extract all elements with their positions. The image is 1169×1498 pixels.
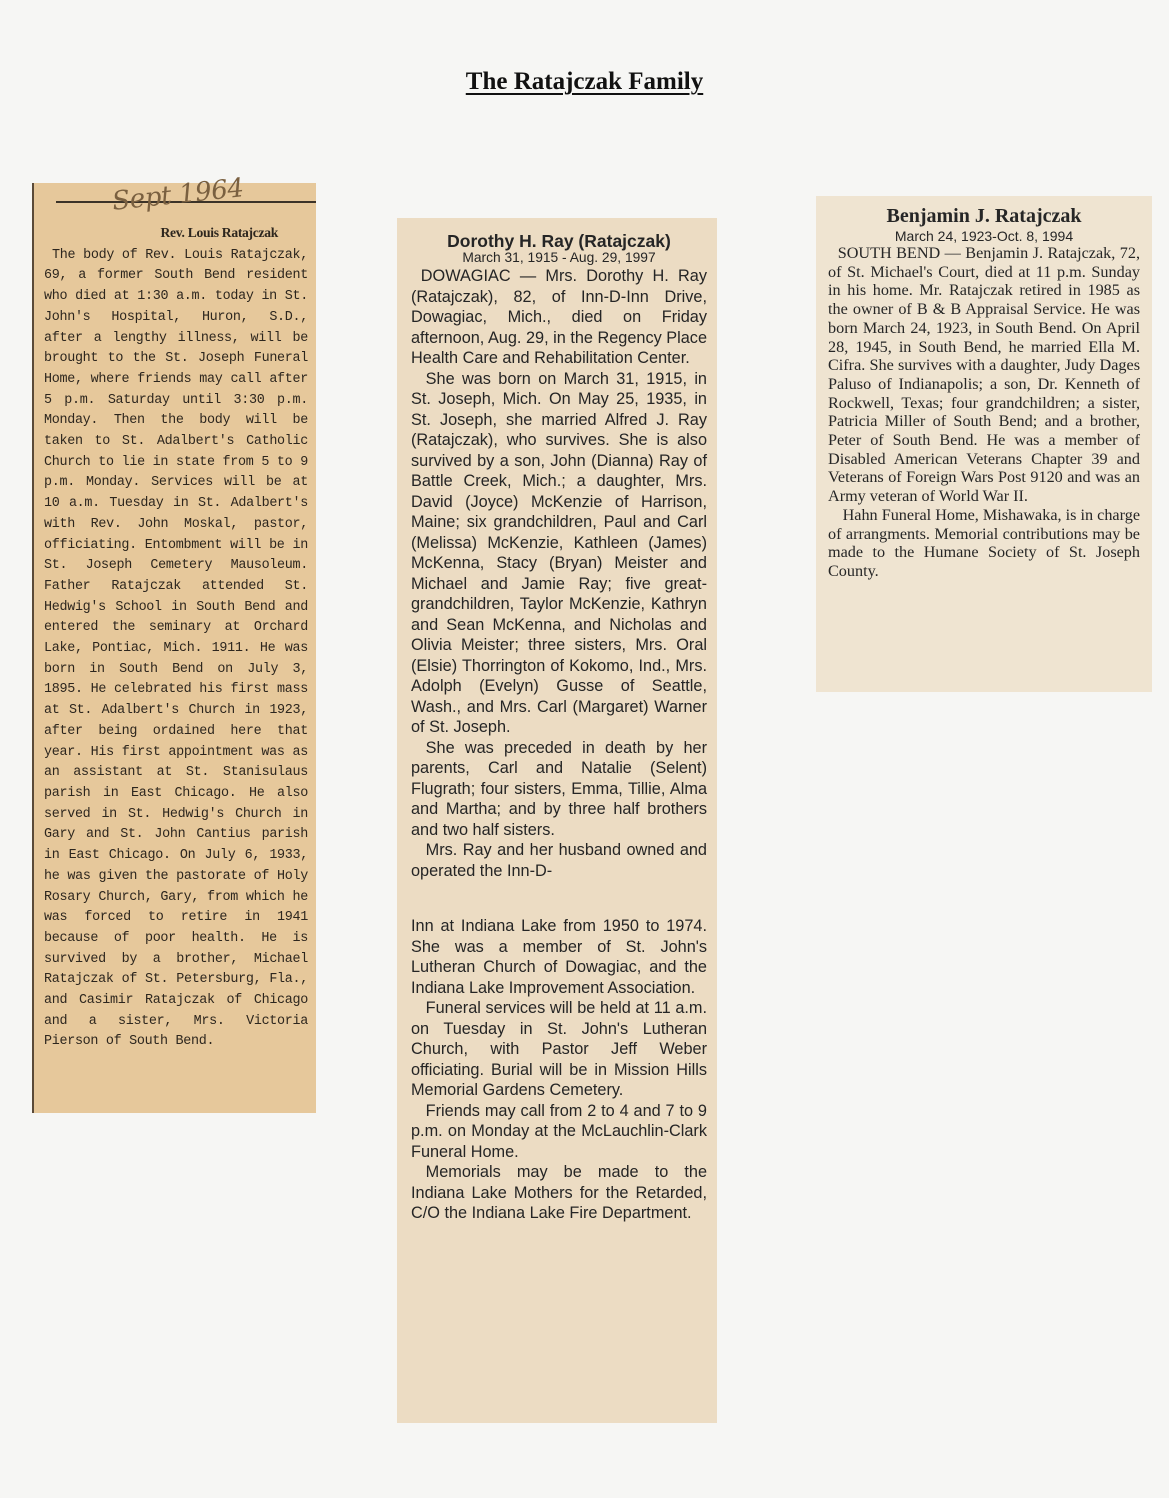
obituary-clipping-dorothy	[397, 218, 717, 1423]
clipping-fold-gap	[411, 881, 707, 916]
obituary-clipping-benjamin	[816, 196, 1152, 692]
page-title: The Ratajczak Family	[465, 68, 704, 95]
obituary-paragraph: Funeral services will be held at 11 a.m. on Tuesday in St. John's Lutheran Church, with Pastor Jeff Weber officiating. Burial will be in Mission Hills Memorial Gardens Cemetery.	[411, 999, 707, 1099]
obituary-paragraph: SOUTH BEND — Benjamin J. Ratajczak, 72, of St. Michael's Court, died at 11 p.m. Sunday in his home. Mr. Ratajczak retired in 1985 as the owner of B & B Appraisal Service. He was born March 24, 1923, in South Bend. On April 28, 1945, in South Bend, he married Ella M. Cifra. She survives with a daughter, Judy Dages Paluso of Indianapolis; a son, Dr. Kenneth of Rockwell, Texas; four grandchildren; a sister, Patricia Miller of South Bend; and a brother, Peter of South Bend. He was a member of Disabled American Veterans Chapter 39 and Veterans of Foreign Wars Post 9120 and was an Army veteran of World War II.	[828, 244, 1140, 506]
obituary-paragraph: DOWAGIAC — Mrs. Dorothy H. Ray (Ratajczak), 82, of Inn-D-Inn Drive, Dowagiac, Mich., died on Friday afternoon, Aug. 29, in the Regency Place Health Care and Rehabilitation Center.	[411, 267, 707, 367]
obituary-paragraph: She was preceded in death by her parents, Carl and Natalie (Selent) Flugrath; four sisters, Emma, Tillie, Alma and Martha; and by three half brothers and two half sisters.	[411, 738, 707, 839]
byline: Rev. Louis Ratajczak	[160, 225, 278, 240]
obituary-body: The body of Rev. Louis Ratajczak, 69, a former South Bend resident who died at 1:30 a.m. today in St. John's Hospital, Huron, S.D., after a lengthy illness, will be brought to the St. Joseph Funeral Home, where friends may call after 5 p.m. Saturday until 3:30 p.m. Monday. Then the body will be taken to St. Adalbert's Catholic Church to lie in state from 5 to 9 p.m. Monday. Services will be at 10 a.m. Tuesday in St. Adalbert's with Rev. John Moskal, pastor, officiating. Entombment will be in St. Joseph Cemetery Mausoleum. Father Ratajczak attended St. Hedwig's School in South Bend and entered the seminary at Orchard Lake, Pontiac, Mich. 1911. He was born in South Bend on July 3, 1895. He celebrated his first mass at St. Adalbert's Church in 1923, after being ordained here that year. His first appointment was as an assistant at St. Stanisulaus parish in East Chicago. He also served in St. Hedwig's Church in Gary and St. John Cantius parish in East Chicago. On July 6, 1933, he was given the pastorate of Holy Rosary Church, Gary, from which he was forced to retire in 1941 because of poor health. He is survived by a brother, Michael Ratajczak of St. Petersburg, Fla., and Casimir Ratajczak of Chicago and a sister, Mrs. Victoria Pierson of South Bend.	[44, 247, 308, 1050]
obituary-clipping-louis	[32, 173, 316, 1113]
obituary-paragraph: Inn at Indiana Lake from 1950 to 1974. She was a member of St. John's Lutheran Church of Dowagiac, and the Indiana Lake Improvement Association.	[411, 917, 707, 997]
obituary-headline: Benjamin J. Ratajczak	[886, 205, 1082, 227]
obituary-dates: March 24, 1923-Oct. 8, 1994	[894, 228, 1074, 244]
obituary-dates: March 31, 1915 - Aug. 29, 1997	[462, 250, 656, 265]
obituary-headline: Dorothy H. Ray (Ratajczak)	[447, 231, 671, 251]
obituary-paragraph: Mrs. Ray and her husband owned and operated the Inn-D-	[411, 841, 707, 880]
obituary-paragraph: Memorials may be made to the Indiana Lake Mothers for the Retarded, C/O the Indiana Lake Fire Department.	[411, 1163, 707, 1222]
obituary-paragraph: She was born on March 31, 1915, in St. Joseph, Mich. On May 25, 1935, in St. Joseph, she married Alfred J. Ray (Ratajczak), who survives. She is also survived by a son, John (Dianna) Ray of Battle Creek, Mich.; a daughter, Mrs. David (Joyce) McKenzie of Harrison, Maine; six grandchildren, Paul and Carl (Melissa) McKenzie, Kathleen (James) McKenna, Stacy (Bryan) Meister and Michael and Jamie Ray; five great-grandchildren, Taylor McKenzie, Kathryn and Sean McKenna, and Nicholas and Olivia Meister; three sisters, Mrs. Oral (Elsie) Thorrington of Kokomo, Ind., Mrs. Adolph (Evelyn) Gusse of Seattle, Wash., and Mrs. Carl (Margaret) Warner of St. Joseph.	[411, 369, 707, 736]
obituary-paragraph: Hahn Funeral Home, Mishawaka, is in charge of arrangments. Memorial contributions may be made to the Humane Society of St. Joseph County.	[828, 505, 1140, 580]
obituary-paragraph: Friends may call from 2 to 4 and 7 to 9 p.m. on Monday at the McLauchlin-Clark Funeral Home.	[411, 1101, 707, 1161]
handwritten-date: Sept 1964	[110, 173, 246, 217]
